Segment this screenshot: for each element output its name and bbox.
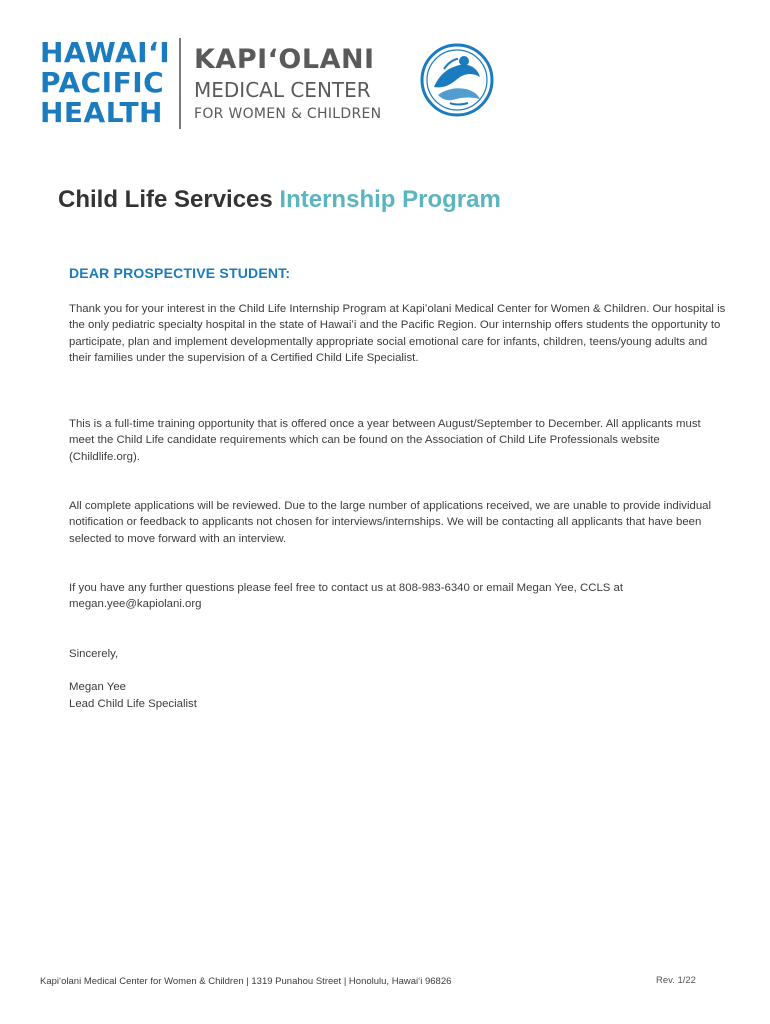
hph-logo-line1: HAWAIʻI bbox=[40, 36, 171, 69]
footer-revision: Rev. 1/22 bbox=[656, 975, 696, 986]
logo-divider bbox=[179, 38, 181, 129]
letter-paragraph: All complete applications will be reviewed. Due to the large number of applications received, we are unable to provide individual notification or feedback to applicants not chosen for interviews/internships. We will be contacting all applicants that have been selected to move forward with an interview. bbox=[69, 500, 712, 545]
kmc-logo-line2: MEDICAL CENTER bbox=[194, 78, 371, 102]
signer-title: Lead Child Life Specialist bbox=[69, 698, 197, 710]
page-title-accent: Internship Program bbox=[279, 186, 501, 213]
letter-closing: Sincerely, bbox=[69, 648, 119, 660]
letter-paragraph: Thank you for your interest in the Child Life Internship Program at Kapiʻolani Medical Center for Women & Children. Our hospital is the only pediatric specialty hospital in the state of Hawaiʻi and the Pacific Region. Our internship offers students the opportunity to participate, plan and implement developmentally appropriate social emotional care for infants, children, teens/young adults and their families under the supervision of a Certified Child Life Specialist. bbox=[69, 303, 726, 365]
kapiolani-emblem-icon bbox=[420, 43, 494, 117]
letter-paragraph: This is a full-time training opportunity that is offered once a year between August/September to December. All applicants must meet the Child Life candidate requirements which can be found on the Association of Child Life Professionals website (Childlife.org). bbox=[69, 418, 701, 463]
kapiolani-medical-center-logo bbox=[194, 44, 381, 123]
hph-logo-line3: HEALTH bbox=[40, 96, 163, 129]
kmc-logo-line3: FOR WOMEN & CHILDREN bbox=[194, 106, 382, 122]
hph-logo-line2: PACIFIC bbox=[40, 66, 165, 99]
page-title bbox=[58, 186, 501, 214]
kmc-logo-line1: KAPIʻOLANI bbox=[194, 44, 375, 75]
page-title-main: Child Life Services bbox=[58, 186, 273, 213]
hawaii-pacific-health-logo bbox=[40, 38, 170, 128]
letter-paragraph: If you have any further questions please feel free to contact us at 808-983-6340 or email Megan Yee, CCLS at megan.yee@kapiolani.org bbox=[69, 582, 624, 611]
salutation: DEAR PROSPECTIVE STUDENT: bbox=[69, 265, 291, 281]
footer-address: Kapiʻolani Medical Center for Women & Children | 1319 Punahou Street | Honolulu, Hawaiʻi 96826 bbox=[40, 976, 452, 987]
signer-name: Megan Yee bbox=[69, 681, 127, 693]
